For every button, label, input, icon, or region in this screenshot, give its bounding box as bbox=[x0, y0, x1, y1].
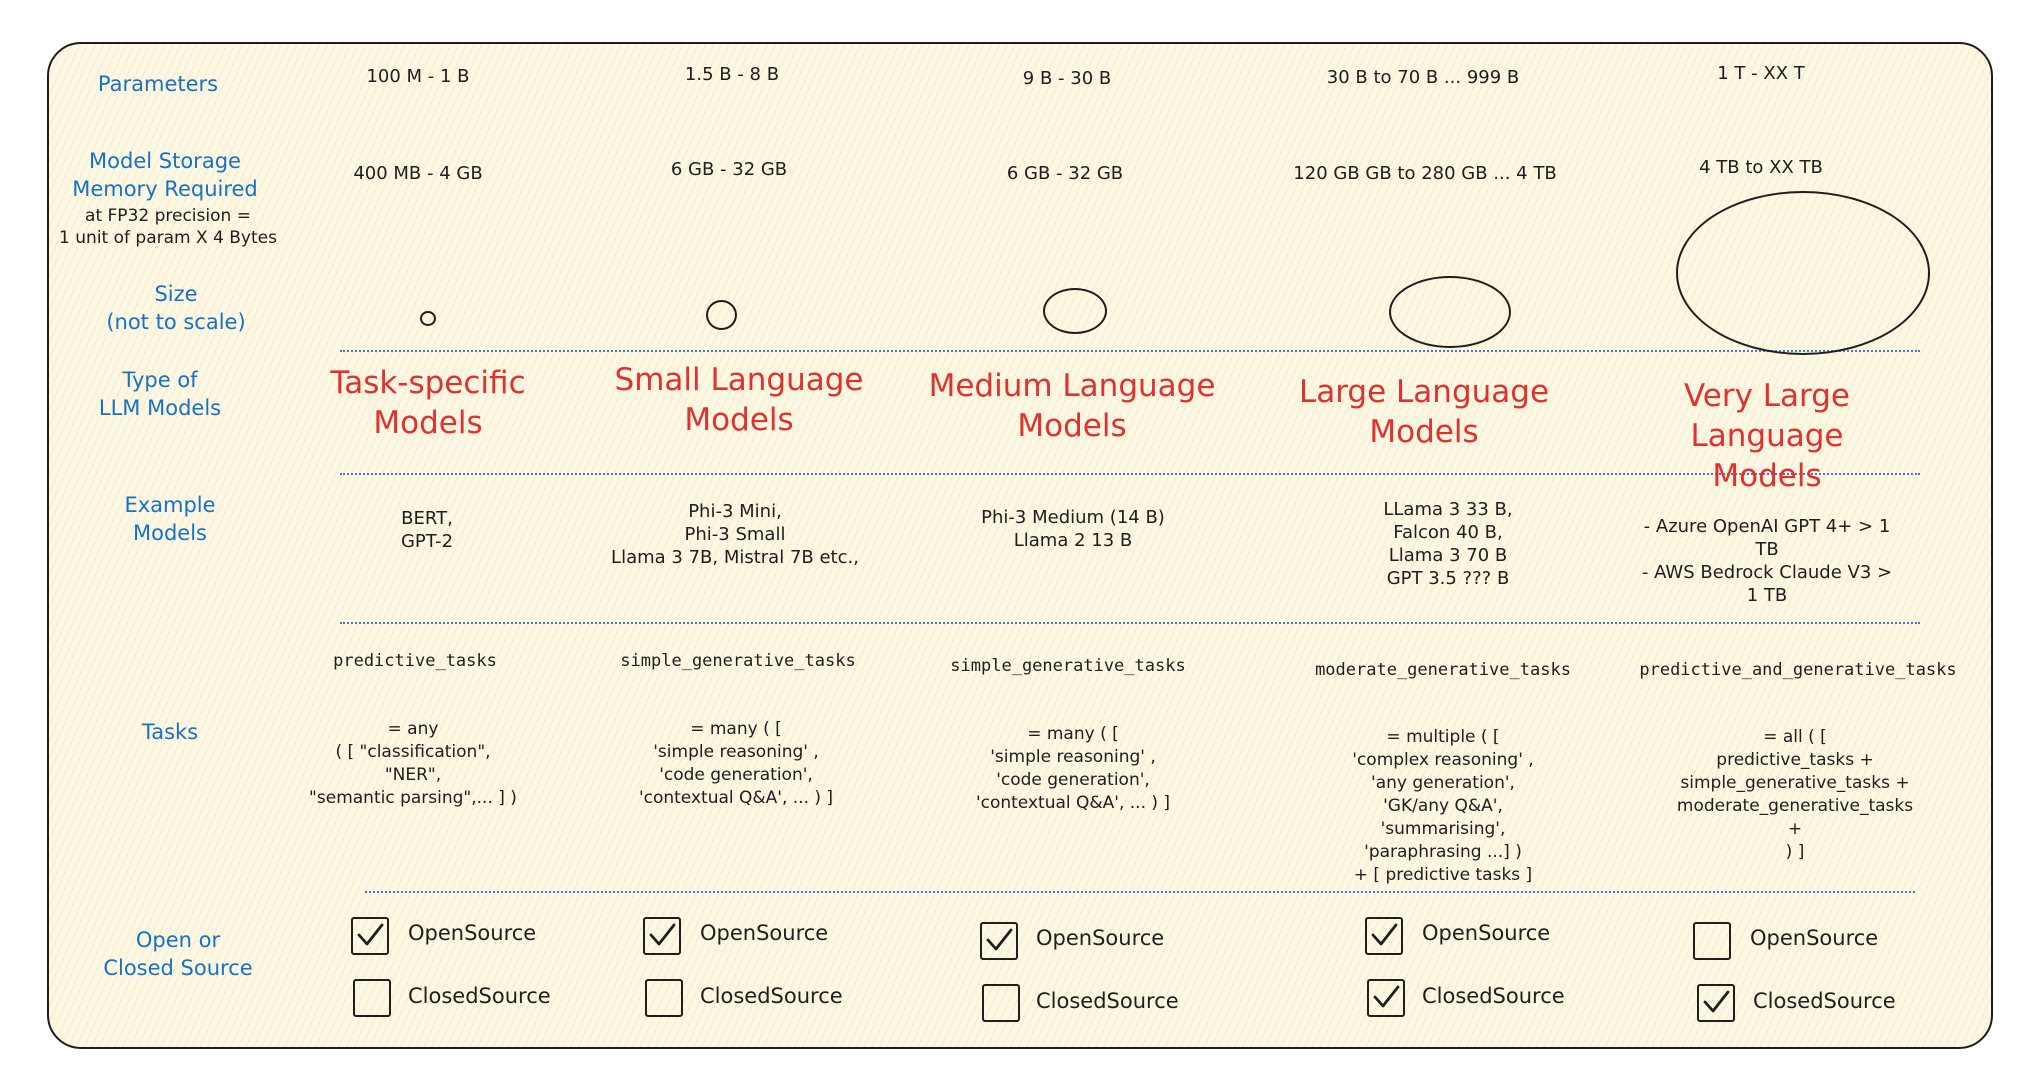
size-circle bbox=[1676, 191, 1930, 355]
storage-value: 6 GB - 32 GB bbox=[670, 159, 788, 180]
row-label-type: Type of LLM Models bbox=[98, 368, 222, 420]
parameters-value: 1.5 B - 8 B bbox=[684, 64, 780, 85]
task-category: simple_generative_tasks bbox=[950, 656, 1186, 676]
row-label-storage: Model Storage Memory Required bbox=[72, 149, 258, 201]
open-source-label: OpenSource bbox=[408, 921, 537, 945]
open-source-checkbox[interactable] bbox=[1365, 917, 1403, 955]
checkmark-icon bbox=[1701, 988, 1731, 1018]
example-models: - Azure OpenAI GPT 4+ > 1 TB - AWS Bedrock Claude V3 > 1 TB bbox=[1641, 516, 1893, 606]
closed-source-checkbox[interactable] bbox=[1697, 984, 1735, 1022]
model-type-title: Medium Language Models bbox=[928, 368, 1216, 444]
row-label-tasks: Tasks bbox=[141, 720, 199, 744]
parameters-value: 30 B to 70 B ... 999 B bbox=[1326, 67, 1520, 88]
task-list: = multiple ( [ 'complex reasoning' , 'any generation', 'GK/any Q&A', 'summarising', 'paraphrasing ...] ) + [ predictive tasks ] bbox=[1352, 727, 1534, 885]
task-category: predictive_tasks bbox=[333, 651, 497, 671]
task-category: predictive_and_generative_tasks bbox=[1639, 660, 1957, 680]
task-list: = many ( [ 'simple reasoning' , 'code generation', 'contextual Q&A', ... ) ] bbox=[975, 724, 1171, 813]
model-type-title: Task-specific Models bbox=[330, 365, 526, 441]
parameters-value: 9 B - 30 B bbox=[1022, 68, 1112, 89]
example-models: LLama 3 33 B, Falcon 40 B, Llama 3 70 B GPT 3.5 ??? B bbox=[1383, 499, 1513, 589]
divider-examples-tasks bbox=[340, 622, 1920, 624]
size-circle bbox=[420, 311, 436, 326]
row-label-parameters: Parameters bbox=[97, 72, 219, 96]
task-category: simple_generative_tasks bbox=[620, 651, 856, 671]
size-circle bbox=[706, 300, 737, 330]
example-models: BERT, GPT-2 bbox=[400, 508, 454, 552]
divider-tasks-source bbox=[365, 891, 1915, 893]
closed-source-checkbox[interactable] bbox=[353, 979, 391, 1017]
model-type-title: Very Large Language Models bbox=[1683, 378, 1851, 494]
storage-value: 6 GB - 32 GB bbox=[1006, 163, 1124, 184]
model-type-title: Large Language Models bbox=[1298, 374, 1550, 450]
checkmark-icon bbox=[1371, 983, 1401, 1013]
row-label-source: Open or Closed Source bbox=[103, 928, 253, 980]
checkmark-icon bbox=[355, 921, 385, 951]
open-source-checkbox[interactable] bbox=[643, 917, 681, 955]
closed-source-checkbox[interactable] bbox=[982, 984, 1020, 1022]
divider-size-type bbox=[340, 350, 1920, 352]
task-list: = all ( [ predictive_tasks + simple_generative_tasks + moderate_generative_tasks + ) ] bbox=[1676, 727, 1914, 862]
example-models: Phi-3 Medium (14 B) Llama 2 13 B bbox=[981, 507, 1165, 551]
open-source-checkbox[interactable] bbox=[1693, 922, 1731, 960]
task-category: moderate_generative_tasks bbox=[1315, 660, 1571, 680]
task-list: = any ( [ "classification", "NER", "semantic parsing",... ] ) bbox=[309, 719, 517, 808]
open-source-checkbox[interactable] bbox=[351, 917, 389, 955]
checkmark-icon bbox=[1369, 921, 1399, 951]
open-source-label: OpenSource bbox=[1750, 926, 1879, 950]
row-label-examples: Example Models bbox=[124, 493, 216, 545]
parameters-value: 1 T - XX T bbox=[1717, 63, 1805, 84]
example-models: Phi-3 Mini, Phi-3 Small Llama 3 7B, Mistral 7B etc., bbox=[611, 501, 859, 568]
checkmark-icon bbox=[984, 926, 1014, 956]
storage-value: 400 MB - 4 GB bbox=[353, 163, 483, 184]
closed-source-label: ClosedSource bbox=[1036, 989, 1179, 1013]
checkmark-icon bbox=[647, 921, 677, 951]
storage-value: 120 GB GB to 280 GB ... 4 TB bbox=[1293, 163, 1557, 184]
open-source-checkbox[interactable] bbox=[980, 922, 1018, 960]
task-list: = many ( [ 'simple reasoning' , 'code generation', 'contextual Q&A', ... ) ] bbox=[638, 719, 834, 808]
row-label-size: Size (not to scale) bbox=[106, 282, 246, 334]
open-source-label: OpenSource bbox=[1422, 921, 1551, 945]
closed-source-checkbox[interactable] bbox=[1367, 979, 1405, 1017]
closed-source-label: ClosedSource bbox=[1753, 989, 1896, 1013]
closed-source-checkbox[interactable] bbox=[645, 979, 683, 1017]
closed-source-label: ClosedSource bbox=[408, 984, 551, 1008]
storage-value: 4 TB to XX TB bbox=[1699, 157, 1823, 178]
closed-source-label: ClosedSource bbox=[1422, 984, 1565, 1008]
open-source-label: OpenSource bbox=[700, 921, 829, 945]
model-type-title: Small Language Models bbox=[614, 362, 864, 438]
closed-source-label: ClosedSource bbox=[700, 984, 843, 1008]
parameters-value: 100 M - 1 B bbox=[366, 66, 470, 87]
size-circle bbox=[1043, 288, 1107, 334]
row-label-storage-note: at FP32 precision = 1 unit of param X 4 Bytes bbox=[59, 206, 277, 248]
open-source-label: OpenSource bbox=[1036, 926, 1165, 950]
size-circle bbox=[1389, 276, 1511, 348]
